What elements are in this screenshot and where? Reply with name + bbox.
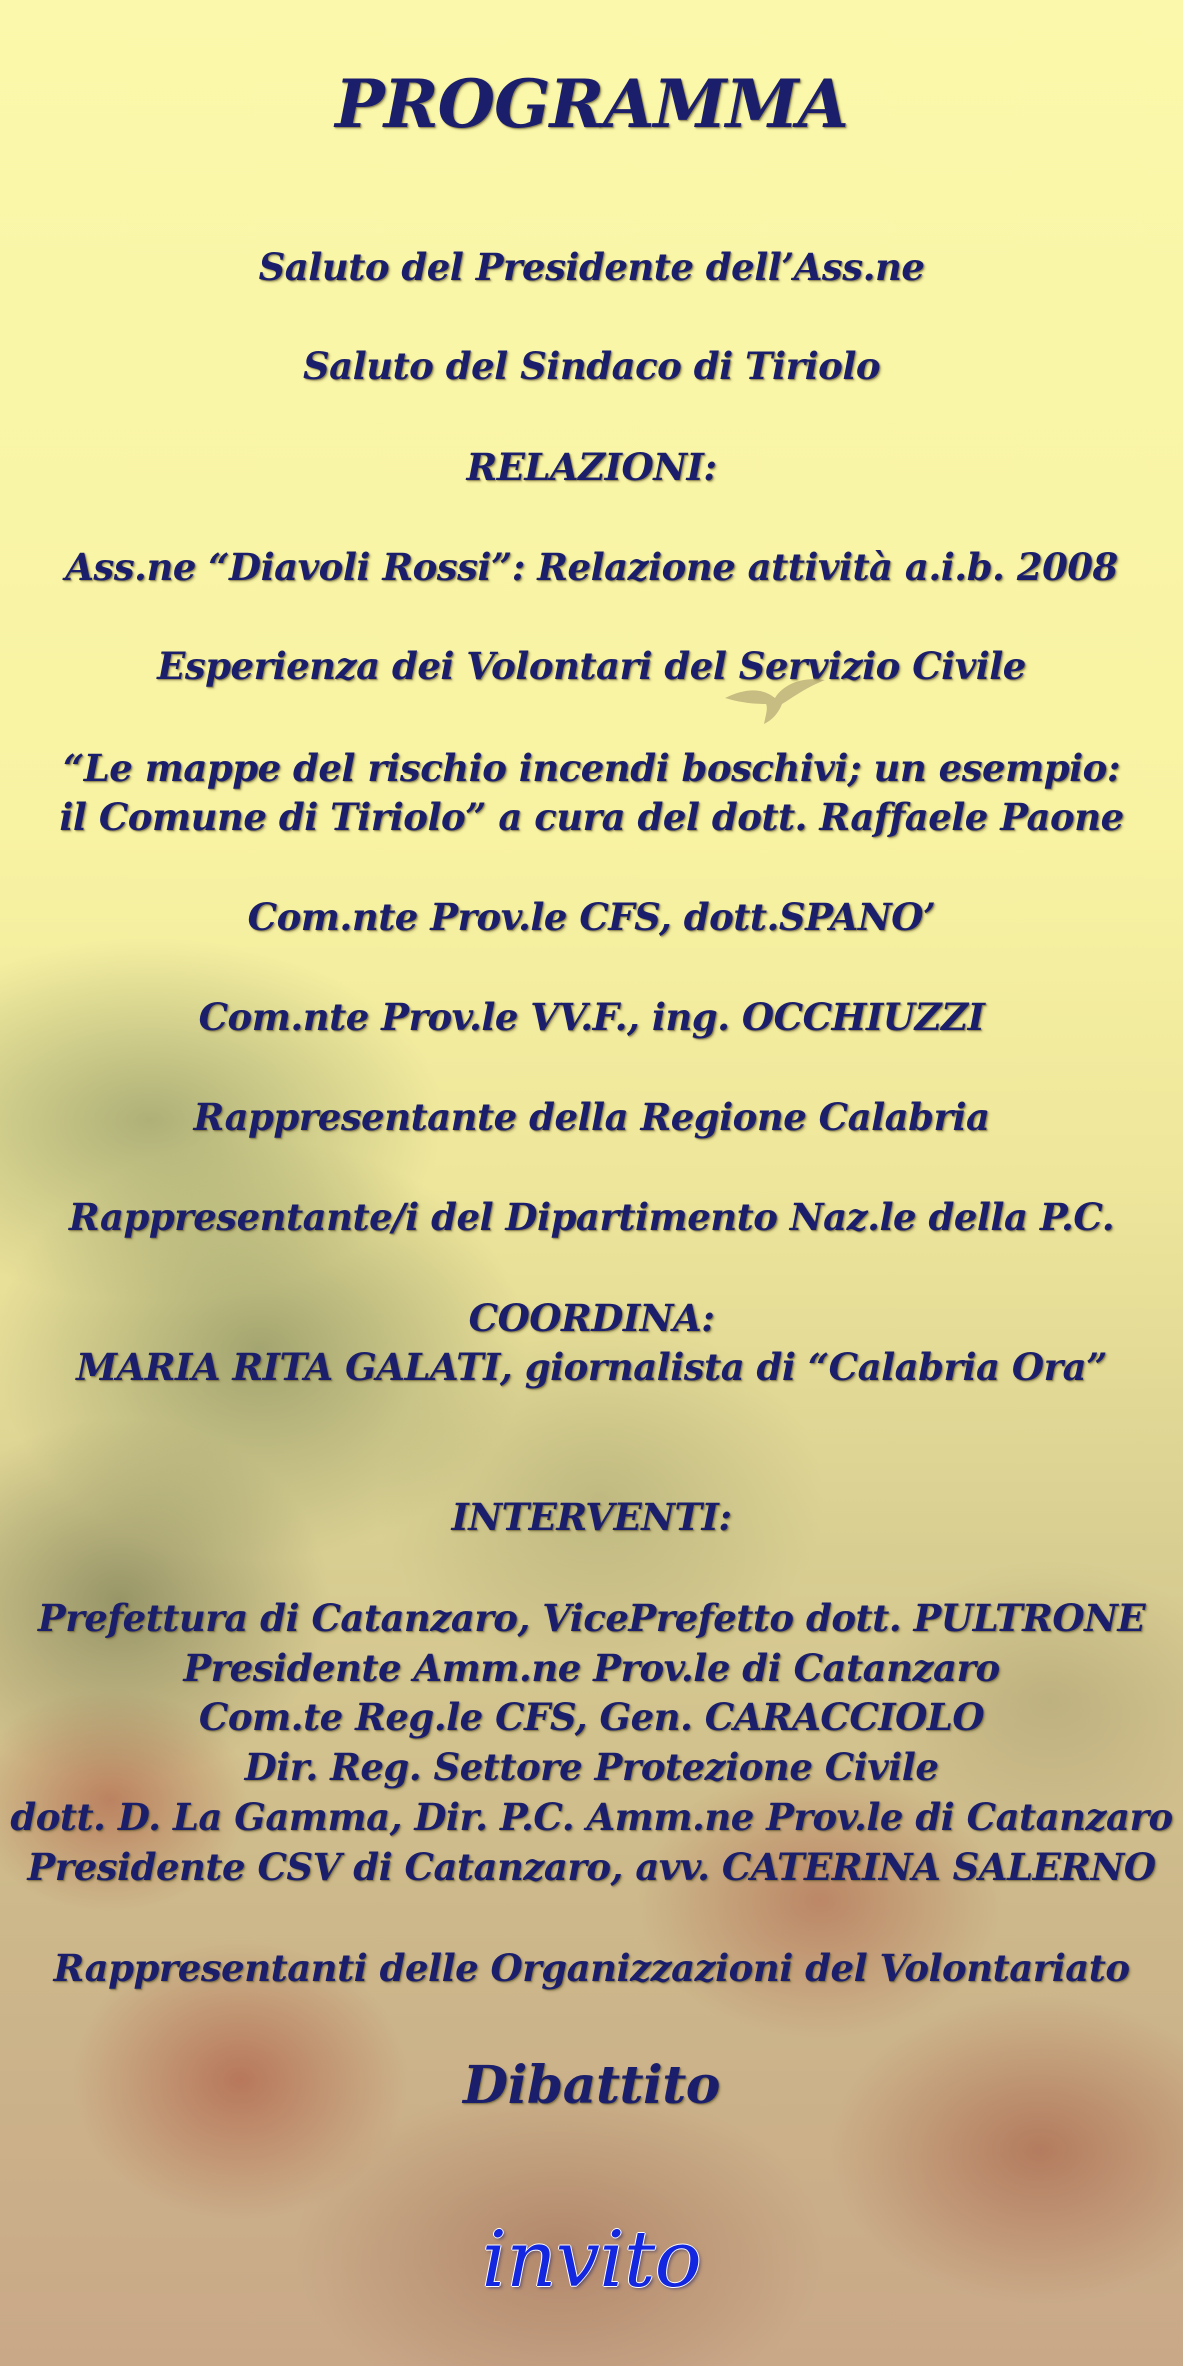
page-title: PROGRAMMA — [335, 65, 848, 143]
interventi-item: Presidente CSV di Catanzaro, avv. CATERINA SALERNO — [27, 1845, 1156, 1889]
interventi-item: dott. D. La Gamma, Dir. P.C. Amm.ne Prov.le di Catanzaro — [10, 1795, 1173, 1839]
relazioni-item: Ass.ne “Diavoli Rossi”: Relazione attività a.i.b. 2008 — [65, 545, 1118, 589]
relazioni-item: il Comune di Tiriolo” a cura del dott. Raffaele Paone — [59, 795, 1124, 839]
relazioni-item: Com.nte Prov.le CFS, dott.SPANO’ — [247, 895, 936, 939]
relazioni-heading: RELAZIONI: — [466, 445, 717, 489]
debate-heading: Dibattito — [463, 2055, 720, 2116]
interventi-item: Prefettura di Catanzaro, VicePrefetto dott. PULTRONE — [37, 1596, 1146, 1640]
relazioni-item: Rappresentante/i del Dipartimento Naz.le della P.C. — [68, 1195, 1115, 1239]
volunteer-representatives: Rappresentanti delle Organizzazioni del Volontariato — [53, 1946, 1130, 1990]
interventi-item: Com.te Reg.le CFS, Gen. CARACCIOLO — [198, 1695, 985, 1739]
interventi-item: Presidente Amm.ne Prov.le di Catanzaro — [183, 1646, 1000, 1690]
relazioni-item: Com.nte Prov.le VV.F., ing. OCCHIUZZI — [198, 995, 985, 1039]
relazioni-item: “Le mappe del rischio incendi boschivi; un esempio: — [63, 746, 1120, 790]
interventi-item: Dir. Reg. Settore Protezione Civile — [244, 1745, 939, 1789]
coordina-name: MARIA RITA GALATI, giornalista di “Calabria Ora” — [76, 1345, 1107, 1389]
interventi-heading: INTERVENTI: — [451, 1495, 732, 1539]
relazioni-item: Rappresentante della Regione Calabria — [193, 1095, 990, 1139]
invitation-label: invito — [481, 2215, 702, 2305]
relazioni-item: Esperienza dei Volontari del Servizio Civile — [157, 644, 1026, 688]
greeting-mayor: Saluto del Sindaco di Tiriolo — [302, 344, 881, 388]
greeting-president: Saluto del Presidente dell’Ass.ne — [258, 245, 925, 289]
coordina-heading: COORDINA: — [468, 1296, 715, 1340]
